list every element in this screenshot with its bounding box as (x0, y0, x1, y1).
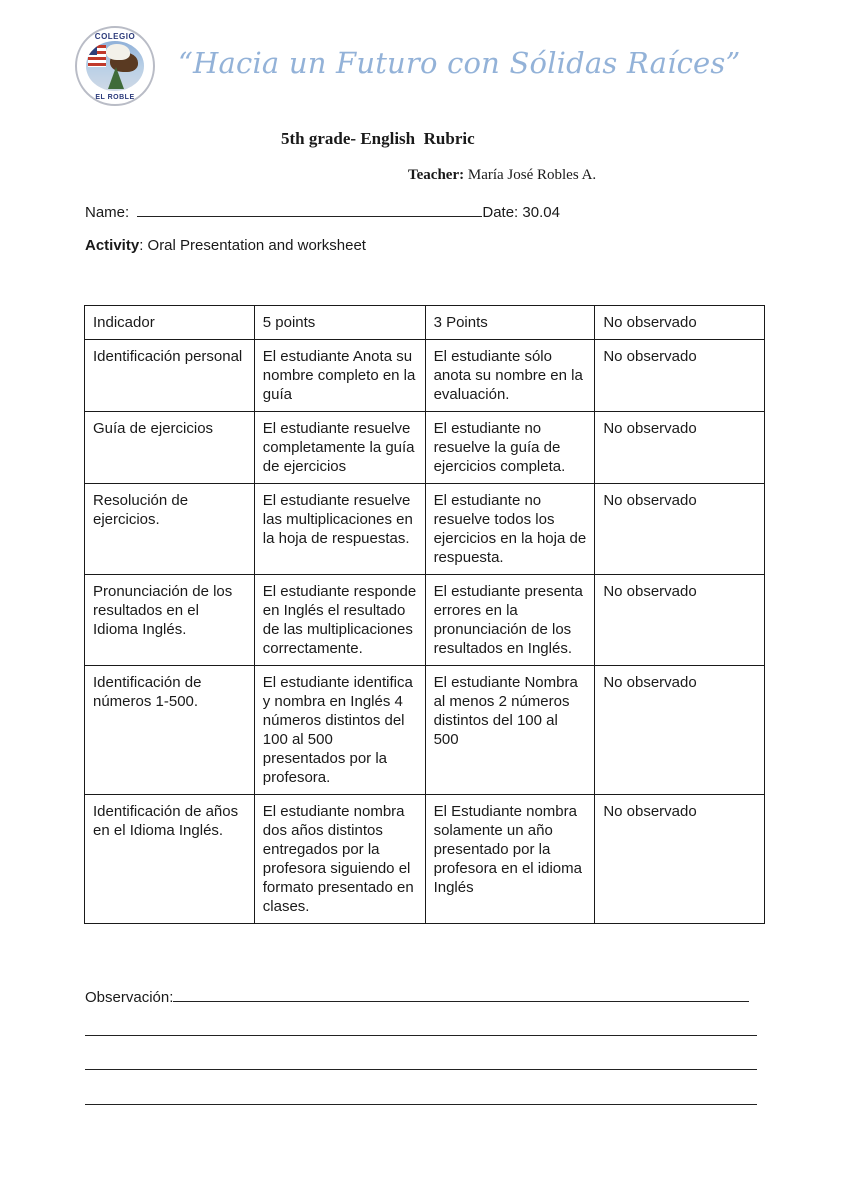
school-crest-icon (86, 41, 144, 91)
header-3-points: 3 Points (425, 306, 595, 340)
no-observado-cell: No observado (595, 340, 765, 412)
three-points-cell: El estudiante no resuelve la guía de ejercicios completa. (425, 412, 595, 484)
date-label: Date: (482, 204, 523, 221)
observation-field[interactable] (173, 987, 749, 1002)
table-row (85, 484, 765, 575)
flag-icon (88, 45, 106, 67)
logo-bottom-text: EL ROBLE (95, 94, 135, 101)
three-points-cell: El estudiante sólo anota su nombre en la evaluación. (425, 340, 595, 412)
indicador-cell: Identificación personal (85, 340, 255, 412)
date-value: 30.04 (522, 204, 560, 221)
observation-label: Observación: (85, 989, 174, 1006)
header-no-observado: No observado (595, 306, 765, 340)
page-title: 5th grade- English Rubric (281, 129, 475, 148)
activity-label: Activity (85, 237, 140, 254)
school-motto: “Hacia un Futuro con Sólidas Raíces” (178, 46, 741, 80)
eagle-icon (106, 44, 130, 60)
indicador-cell: Pronunciación de los resultados en el Idioma Inglés. (85, 575, 255, 666)
school-crest-logo (75, 26, 155, 106)
no-observado-cell: No observado (595, 795, 765, 924)
observation-blank-line[interactable] (85, 1104, 757, 1105)
name-label: Name: (85, 204, 134, 221)
three-points-cell: El Estudiante nombra solamente un año presentado por la profesora en el idioma Inglés (425, 795, 595, 924)
tree-icon (108, 67, 124, 89)
name-date-line (85, 202, 560, 221)
table-row (85, 340, 765, 412)
indicador-cell: Guía de ejercicios (85, 412, 255, 484)
header-5-points: 5 points (254, 306, 425, 340)
indicador-cell: Resolución de ejercicios. (85, 484, 255, 575)
observation-blank-line[interactable] (85, 1069, 757, 1070)
name-field[interactable] (137, 202, 482, 217)
indicador-cell: Identificación de números 1-500. (85, 666, 255, 795)
no-observado-cell: No observado (595, 666, 765, 795)
rubric-table (84, 305, 765, 924)
table-row (85, 412, 765, 484)
indicador-cell: Identificación de años en el Idioma Inglés. (85, 795, 255, 924)
five-points-cell: El estudiante identifica y nombra en Inglés 4 números distintos del 100 al 500 presentados por la profesora. (254, 666, 425, 795)
five-points-cell: El estudiante Anota su nombre completo en la guía (254, 340, 425, 412)
activity-value: : Oral Presentation and worksheet (139, 237, 366, 254)
activity-line (85, 237, 366, 254)
observation-blank-line[interactable] (85, 1035, 757, 1036)
no-observado-cell: No observado (595, 484, 765, 575)
teacher-label: Teacher: (408, 167, 465, 183)
no-observado-cell: No observado (595, 575, 765, 666)
five-points-cell: El estudiante resuelve las multiplicaciones en la hoja de respuestas. (254, 484, 425, 575)
table-row (85, 575, 765, 666)
teacher-line (408, 167, 596, 184)
header-indicador: Indicador (85, 306, 255, 340)
observation-line (85, 987, 749, 1006)
teacher-name: María José Robles A. (464, 167, 597, 183)
table-header-row (85, 306, 765, 340)
three-points-cell: El estudiante Nombra al menos 2 números distintos del 100 al 500 (425, 666, 595, 795)
five-points-cell: El estudiante responde en Inglés el resultado de las multiplicaciones correctamente. (254, 575, 425, 666)
table-row (85, 795, 765, 924)
five-points-cell: El estudiante resuelve completamente la guía de ejercicios (254, 412, 425, 484)
table-row (85, 666, 765, 795)
five-points-cell: El estudiante nombra dos años distintos entregados por la profesora siguiendo el formato presentado en clases. (254, 795, 425, 924)
three-points-cell: El estudiante no resuelve todos los ejercicios en la hoja de respuesta. (425, 484, 595, 575)
no-observado-cell: No observado (595, 412, 765, 484)
logo-top-text: COLEGIO (94, 32, 136, 41)
three-points-cell: El estudiante presenta errores en la pronunciación de los resultados en Inglés. (425, 575, 595, 666)
